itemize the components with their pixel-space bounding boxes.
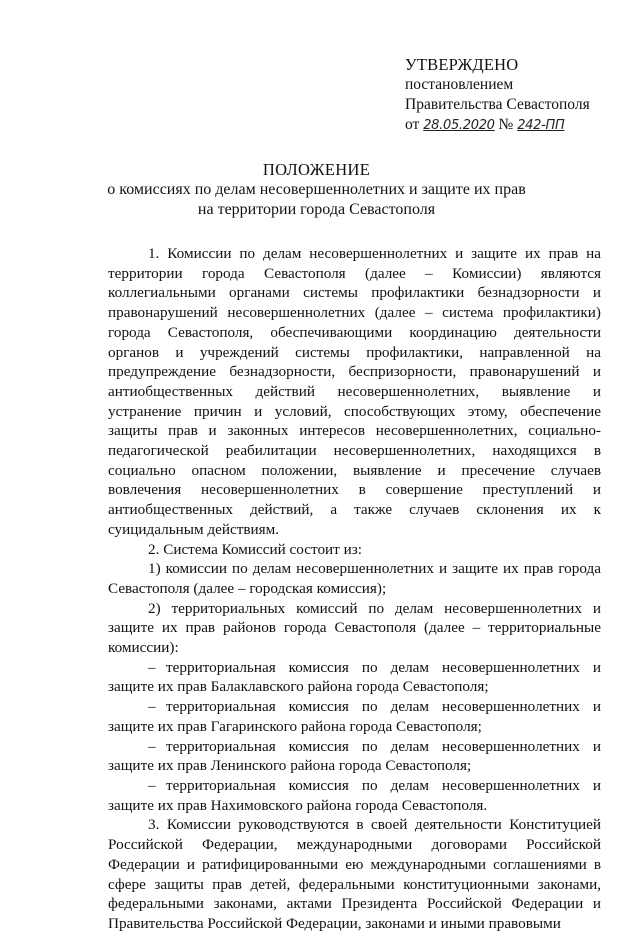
approval-from: от xyxy=(405,116,420,133)
document-title xyxy=(0,160,633,220)
paragraph-2-item-2: 2) территориальных комиссий по делам несовершеннолетних и защите их прав районов города Севастополя (далее – территориальные комиссии): xyxy=(108,599,601,657)
approval-stamp xyxy=(405,55,625,136)
paragraph-2-item-1: 1) комиссии по делам несовершеннолетних и защите их прав города Севастополя (далее – городская комиссия); xyxy=(108,560,601,597)
dash-item-text: территориальная комиссия по делам несовершеннолетних и защите их прав Нахимовского района города Севастополя. xyxy=(108,776,601,814)
approval-by: постановлением xyxy=(405,76,514,93)
dash-item-3 xyxy=(108,737,601,776)
approval-org: Правительства Севастополя xyxy=(405,96,590,113)
paragraph-2: 2. Система Комиссий состоит из: xyxy=(148,540,362,558)
approval-order-line xyxy=(405,115,625,136)
approval-heading: УТВЕРЖДЕНО xyxy=(405,55,519,74)
dash-item-text: территориальная комиссия по делам несовершеннолетних и защите их прав Гагаринского района города Севастополя; xyxy=(108,698,601,735)
dash-item-2 xyxy=(108,697,601,736)
dash-bullet: – xyxy=(148,776,156,794)
approval-date: 28.05.2020 xyxy=(423,118,495,133)
dash-bullet: – xyxy=(148,737,156,755)
dash-item-1 xyxy=(108,658,601,697)
document-body xyxy=(108,244,601,934)
dash-item-text: территориальная комиссия по делам несовершеннолетних и защите их прав Балаклавского района города Севастополя; xyxy=(108,658,601,696)
paragraph-3: 3. Комиссии руководствуются в своей деятельности Конституцией Российской Федерации, международными договорами Российской Федерации и ратифицированными ею международными соглашениями в сфере защиты прав детей, федеральными конституционными законами, федеральными законами, актами Президента Российской Федерации и Правительства Российской Федерации, законами и иными правовыми xyxy=(108,816,601,932)
dash-item-text: территориальная комиссия по делам несовершеннолетних и защите их прав Ленинского района города Севастополя; xyxy=(108,737,601,775)
title-line-2: на территории города Севастополя xyxy=(197,201,436,218)
approval-number-sign: № xyxy=(498,116,514,133)
title-line-1: о комиссиях по делам несовершеннолетних и защите их прав xyxy=(107,181,526,198)
title-heading: ПОЛОЖЕНИЕ xyxy=(262,160,371,179)
dash-bullet: – xyxy=(148,698,156,716)
dash-item-4 xyxy=(108,776,601,815)
approval-number: 242-ПП xyxy=(517,118,565,133)
dash-bullet: – xyxy=(148,658,156,676)
paragraph-1: 1. Комиссии по делам несовершеннолетних и защите их прав на территории города Севастополя (далее – Комиссии) являются коллегиальными органами системы профилактики безнадзорности и правонарушений несовершеннолетних (далее – система профилактики) города Севастополя, обеспечивающими координацию деятельности органов и учреждений системы профилактики, направленной на предупреждение безнадзорности, беспризорности, правонарушений и антиобщественных действий несовершеннолетних, выявление и устранение причин и условий, способствующих этому, обеспечение защиты прав и законных интересов несовершеннолетних, социально-педагогической реабилитации несовершеннолетних, находящихся в социально опасном положении, выявление и пресечение случаев вовлечения несовершеннолетних в совершение преступлений и антиобщественных действий, а также случаев склонения их к суицидальным действиям. xyxy=(108,245,601,538)
